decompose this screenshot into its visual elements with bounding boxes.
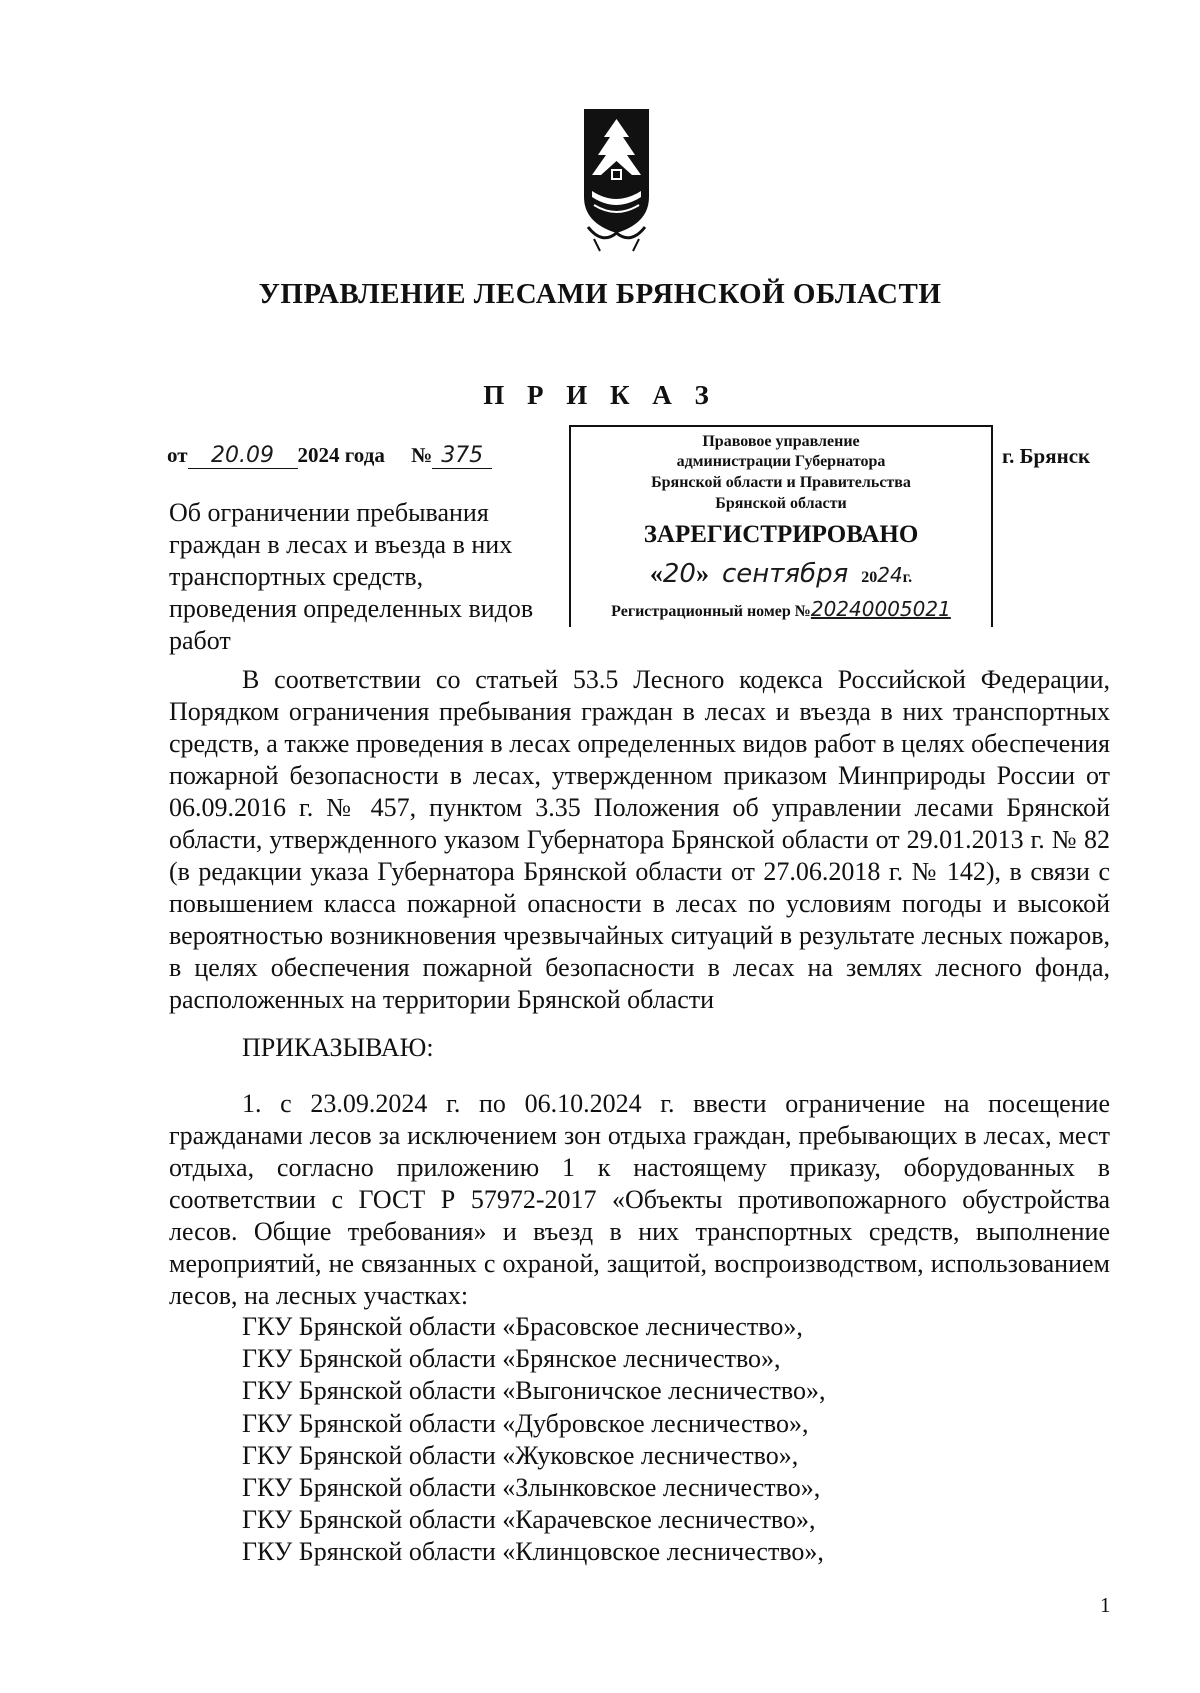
list-item: ГКУ Брянской области «Дубровское лесничество», <box>242 1408 809 1438</box>
stamp-year-prefix: 20 <box>861 569 878 586</box>
registration-stamp <box>569 425 993 627</box>
stamp-quote-open: « <box>649 559 663 588</box>
coat-of-arms-icon <box>580 105 653 253</box>
list-item: ГКУ Брянской области «Брянское лесничество», <box>242 1344 781 1374</box>
stamp-date-line <box>571 559 991 589</box>
stamp-month: сентября <box>721 559 849 589</box>
stamp-reg-number: 20240005021 <box>810 597 951 621</box>
list-item: ГКУ Брянской области «Жуковское лесничество», <box>242 1440 799 1470</box>
city-label: г. Брянск <box>1002 444 1091 468</box>
order-date-line <box>167 443 492 469</box>
organization-title: УПРАВЛЕНИЕ ЛЕСАМИ БРЯНСКОЙ ОБЛАСТИ <box>258 278 942 310</box>
stamp-quote-close: » <box>695 559 709 588</box>
stamp-reg-label: Регистрационный номер № <box>611 603 811 620</box>
order-year: 2024 года <box>297 443 385 467</box>
number-prefix: № <box>411 443 433 467</box>
handwritten-order-number: 375 <box>432 443 492 469</box>
forestries-list <box>242 1311 825 1569</box>
date-prefix: от <box>167 443 188 467</box>
order-subject: Об ограничении пребывания граждан в лесах и въезда в них транспортных средств, проведения определенных видов работ <box>169 498 534 655</box>
stamp-line-3: Брянской области и Правительства <box>651 474 911 491</box>
stamp-day: 20 <box>662 559 696 589</box>
list-item: ГКУ Брянской области «Брасовское лесничество», <box>242 1312 803 1341</box>
document-type-title: П Р И К А З <box>483 380 717 410</box>
list-item: ГКУ Брянской области «Карачевское лесничество», <box>242 1505 816 1535</box>
stamp-line-1: Правовое управление <box>702 433 860 450</box>
prikazyvayu-heading: ПРИКАЗЫВАЮ: <box>242 1033 434 1062</box>
item-1-paragraph: 1. с 23.09.2024 г. по 06.10.2024 г. ввести ограничение на посещение гражданами лесов за исключением зон отдыха граждан, пребывающих в лесах, мест отдыха, согласно приложению 1 к настоящему приказу, оборудованных в соответствии с ГОСТ Р 57972-2017 «Объекты противопожарного обустройства лесов. Общие требования» и въезд в них транспортных средств, выполнение мероприятий, не связанных с охраной, защитой, воспроизводством, использованием лесов, на лесных участках: <box>169 1089 1110 1310</box>
page-number: 1 <box>1100 1593 1111 1617</box>
stamp-year: 24 <box>877 563 903 587</box>
stamp-line-4: Брянской области <box>715 495 847 512</box>
list-item: ГКУ Брянской области «Злынковское лесничество», <box>242 1473 821 1503</box>
stamp-line-2: администрации Губернатора <box>676 453 886 470</box>
preamble-paragraph: В соответствии со статьей 53.5 Лесного кодекса Российской Федерации, Порядком ограничения пребывания граждан в лесах и въезда в них транспортных средств, а также проведения в лесах определенных видов работ в целях обеспечения пожарной безопасности в лесах, утвержденном приказом Минприроды России от 06.09.2016 г. № 457, пунктом 3.35 Положения об управлении лесами Брянской области, утвержденного указом Губернатора Брянской области от 29.01.2013 г. № 82 (в редакции указа Губернатора Брянской области от 27.06.2018 г. № 142), в связи с повышением класса пожарной опасности в лесах по условиям погоды и высокой вероятностью возникновения чрезвычайных ситуаций в результате лесных пожаров, в целях обеспечения пожарной безопасности в лесах на землях лесного фонда, расположенных на территории Брянской области <box>169 665 1110 1014</box>
list-item: ГКУ Брянской области «Клинцовское лесничество», <box>242 1537 824 1567</box>
stamp-registered: ЗАРЕГИСТРИРОВАНО <box>643 521 919 548</box>
stamp-reg-line <box>571 597 991 621</box>
stamp-year-suffix: г. <box>902 569 913 586</box>
handwritten-date: 20.09 <box>188 443 298 469</box>
list-item: ГКУ Брянской области «Выгоничское лесничество», <box>242 1376 826 1406</box>
